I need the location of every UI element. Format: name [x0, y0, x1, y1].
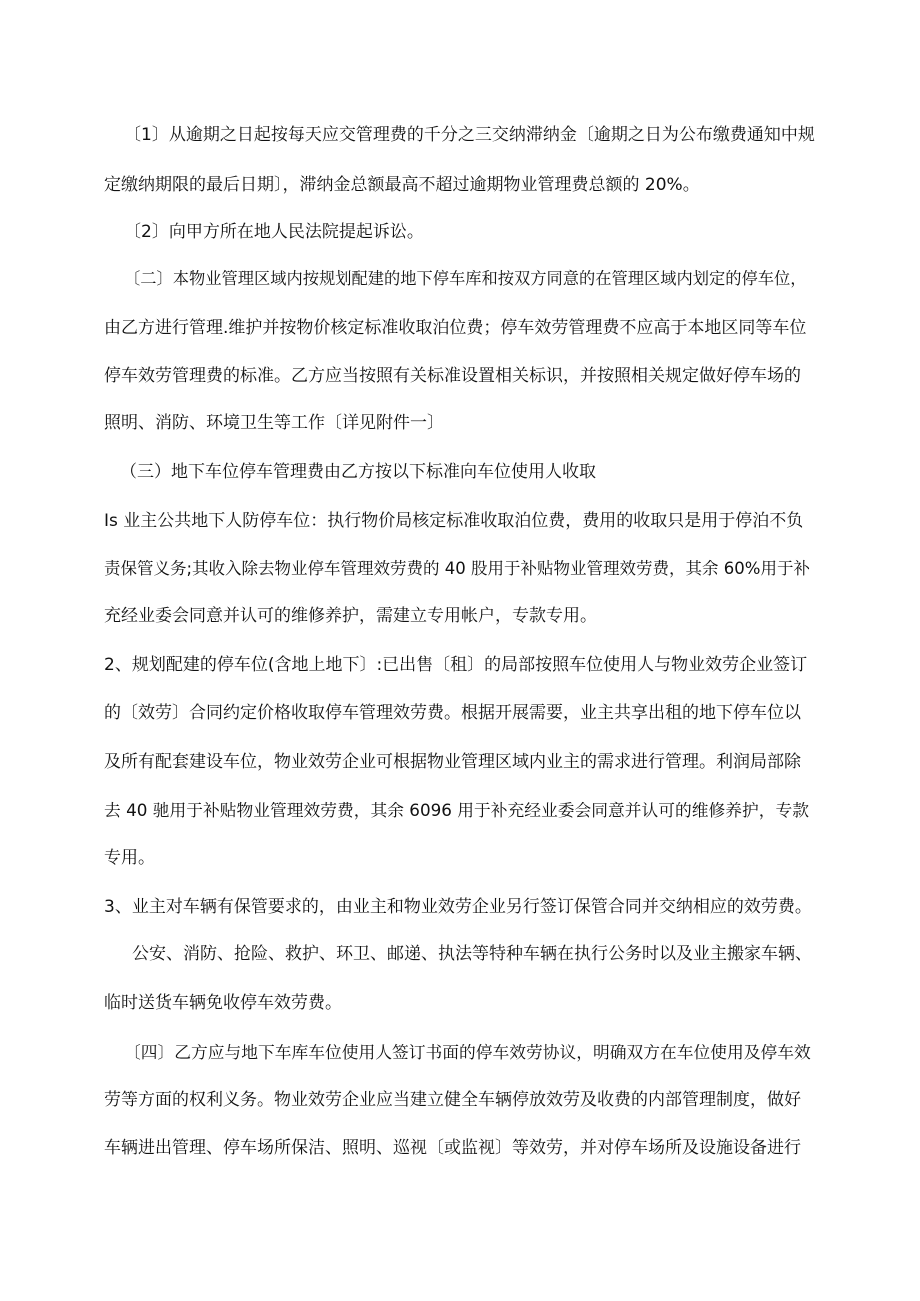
text-line: 车辆进出管理、停车场所保洁、照明、巡视〔或监视〕等效劳，并对停车场所及设施设备进行: [104, 1138, 801, 1158]
text-line: 临时送货车辆免收停车效劳费。: [104, 993, 342, 1013]
text-line: （三）地下车位停车管理费由乙方按以下标准向车位使用人收取: [120, 462, 596, 482]
text-line: 3、业主对车辆有保管要求的，由业主和物业效劳企业另行签订保管合同并交纳相应的效劳费。: [104, 897, 812, 917]
text-line: 及所有配套建设车位，物业效劳企业可根据物业管理区域内业主的需求进行管理。利润局部除: [104, 752, 801, 772]
text-line: 〔四〕乙方应与地下车库车位使用人签订书面的停车效劳协议，明确双方在车位使用及停车效: [124, 1042, 811, 1062]
text-line: 去 40 驰用于补贴物业管理效劳费，其余 6096 用于补充经业委会同意并认可的维修养护，专款: [104, 800, 809, 820]
text-line: 公安、消防、抢险、救护、环卫、邮递、执法等特种车辆在执行公务时以及业主搬家车辆、: [132, 944, 812, 964]
text-line: 定缴纳期限的最后日期〕，滞纳金总额最高不超过逾期物业管理费总额的 20%。: [104, 175, 700, 195]
text-line: 2、规划配建的停车位(含地上地下〕:已出售〔租〕的局部按照车位使用人与物业效劳企业签订: [104, 655, 808, 675]
text-line: 〔二〕本物业管理区域内按规划配建的地下停车库和按双方同意的在管理区域内划定的停车位，: [124, 269, 807, 288]
text-line: 责保管义务;其收入除去物业停车管理效劳费的 40 股用于补贴物业管理效劳费，其余 60%用于补: [104, 559, 810, 578]
text-line: 由乙方进行管理.维护并按物价核定标准收取泊位费；停车效劳管理费不应高于本地区同等车位: [104, 318, 807, 338]
text-line: 照明、消防、环境卫生等工作〔详见附件一〕: [104, 413, 444, 433]
text-line: 〔1〕从逾期之日起按每天应交管理费的千分之三交纳滞纳金〔逾期之日为公布缴费通知中规: [124, 125, 815, 145]
text-line: 的〔效劳〕合同约定价格收取停车管理效劳费。根据开展需要，业主共享出租的地下停车位以: [104, 703, 801, 723]
text-line: 劳等方面的权利义务。物业效劳企业应当建立健全车辆停放效劳及收费的内部管理制度，做好: [104, 1090, 801, 1110]
text-line: 〔2〕向甲方所在地人民法院提起诉讼。: [124, 222, 424, 242]
text-line: 停车效劳管理费的标准。乙方应当按照有关标准设置相关标识，并按照相关规定做好停车场的: [104, 366, 801, 386]
text-line: Is 业主公共地下人防停车位：执行物价局核定标准收取泊位费，费用的收取只是用于停泊不负: [104, 511, 804, 531]
text-line: 专用。: [104, 848, 155, 868]
text-line: 充经业委会同意并认可的维修养护，需建立专用帐户，专款专用。: [104, 606, 597, 626]
